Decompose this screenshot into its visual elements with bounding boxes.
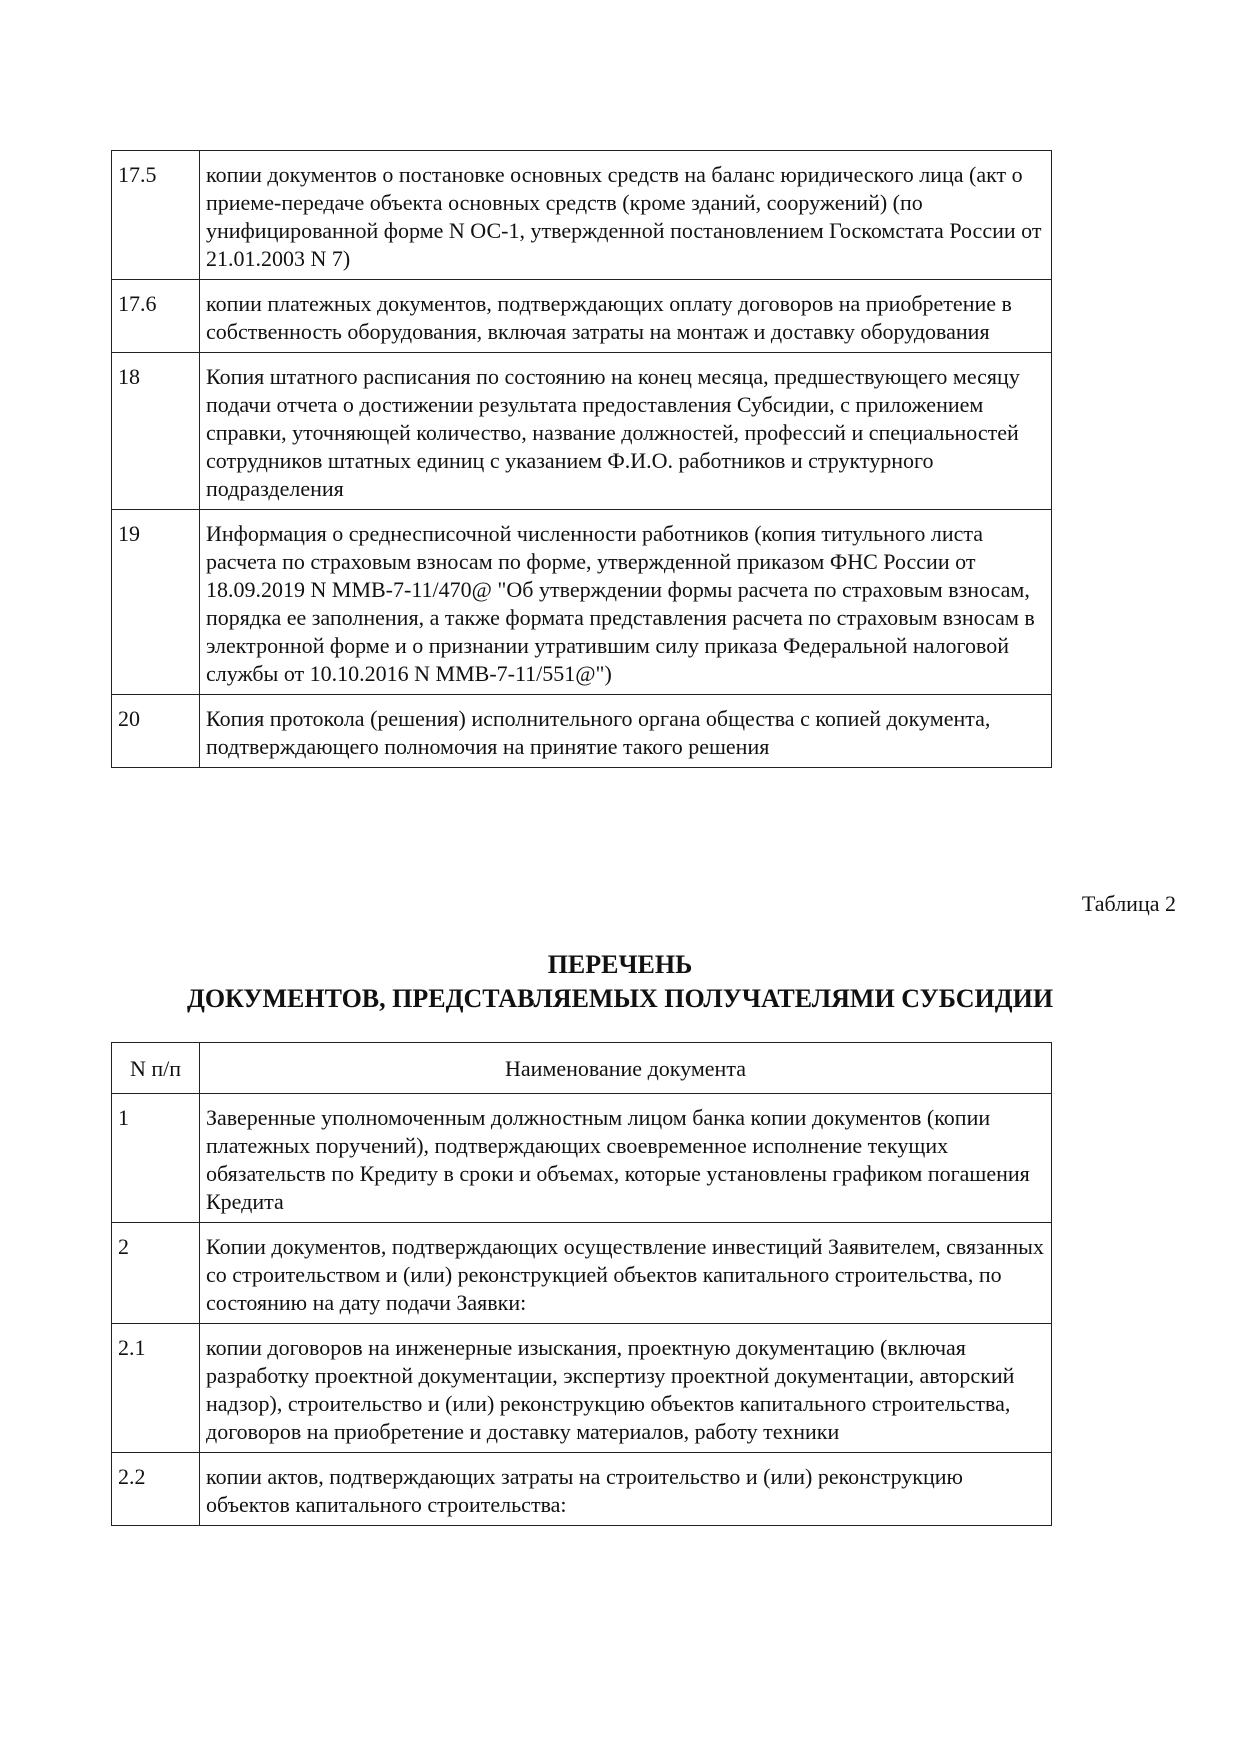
row-number: 1 (112, 1094, 200, 1223)
row-document-text: Информация о среднесписочной численности работников (копия титульного листа расчета по страховым взносам по форме, утвержденной приказом ФНС России от 18.09.2019 N ММВ-7-11/470@ "Об утверждении формы расчета по страховым взносам, порядка ее заполнения, а также формата представления расчета по страховым взносам в электронной форме и о признании утратившим силу приказа Федеральной налоговой службы от 10.10.2016 N ММВ-7-11/551@") (200, 510, 1052, 695)
table-row (112, 510, 1052, 695)
table-row (112, 695, 1052, 768)
row-document-text: копии платежных документов, подтверждающих оплату договоров на приобретение в собственность оборудования, включая затраты на монтаж и доставку оборудования (200, 280, 1052, 353)
table-header-row (112, 1043, 1052, 1094)
table-row (112, 1453, 1052, 1526)
row-document-text: Копия штатного расписания по состоянию на конец месяца, предшествующего месяцу подачи отчета о достижении результата предоставления Субсидии, с приложением справки, уточняющей количество, название должностей, профессий и специальностей сотрудников штатных единиц с указанием Ф.И.О. работников и структурного подразделения (200, 353, 1052, 510)
row-number: 17.5 (112, 151, 200, 280)
row-number: 17.6 (112, 280, 200, 353)
documents-table-continued (111, 150, 1052, 768)
heading-line-1: ПЕРЕЧЕНЬ (547, 950, 693, 979)
row-number: 2.2 (112, 1453, 200, 1526)
header-document-name: Наименование документа (200, 1043, 1052, 1094)
row-number: 18 (112, 353, 200, 510)
section-heading (0, 948, 1240, 1016)
row-document-text: копии договоров на инженерные изыскания, проектную документацию (включая разработку проектной документации, экспертизу проектной документации, авторский надзор), строительство и (или) реконструкцию объектов капитального строительства, договоров на приобретение и доставку материалов, работу техники (200, 1324, 1052, 1453)
heading-line-2: ДОКУМЕНТОВ, ПРЕДСТАВЛЯЕМЫХ ПОЛУЧАТЕЛЯМИ СУБСИДИИ (186, 984, 1054, 1013)
row-number: 2 (112, 1223, 200, 1324)
table-row (112, 1223, 1052, 1324)
table-row (112, 1094, 1052, 1223)
table-caption: Таблица 2 (1081, 891, 1176, 916)
table-row (112, 353, 1052, 510)
row-document-text: копии документов о постановке основных средств на баланс юридического лица (акт о приеме-передаче объекта основных средств (кроме зданий, сооружений) (по унифицированной форме N ОС-1, утвержденной постановлением Госкомстата России от 21.01.2003 N 7) (200, 151, 1052, 280)
row-number: 2.1 (112, 1324, 200, 1453)
table-row (112, 1324, 1052, 1453)
documents-list-table (111, 1042, 1052, 1526)
header-number: N п/п (112, 1043, 200, 1094)
row-number: 20 (112, 695, 200, 768)
row-document-text: Заверенные уполномоченным должностным лицом банка копии документов (копии платежных поручений), подтверждающих своевременное исполнение текущих обязательств по Кредиту в сроки и объемах, которые установлены графиком погашения Кредита (200, 1094, 1052, 1223)
row-document-text: Копии документов, подтверждающих осуществление инвестиций Заявителем, связанных со строительством и (или) реконструкцией объектов капитального строительства, по состоянию на дату подачи Заявки: (200, 1223, 1052, 1324)
row-number: 19 (112, 510, 200, 695)
row-document-text: копии актов, подтверждающих затраты на строительство и (или) реконструкцию объектов капитального строительства: (200, 1453, 1052, 1526)
row-document-text: Копия протокола (решения) исполнительного органа общества с копией документа, подтверждающего полномочия на принятие такого решения (200, 695, 1052, 768)
table-row (112, 151, 1052, 280)
table-row (112, 280, 1052, 353)
